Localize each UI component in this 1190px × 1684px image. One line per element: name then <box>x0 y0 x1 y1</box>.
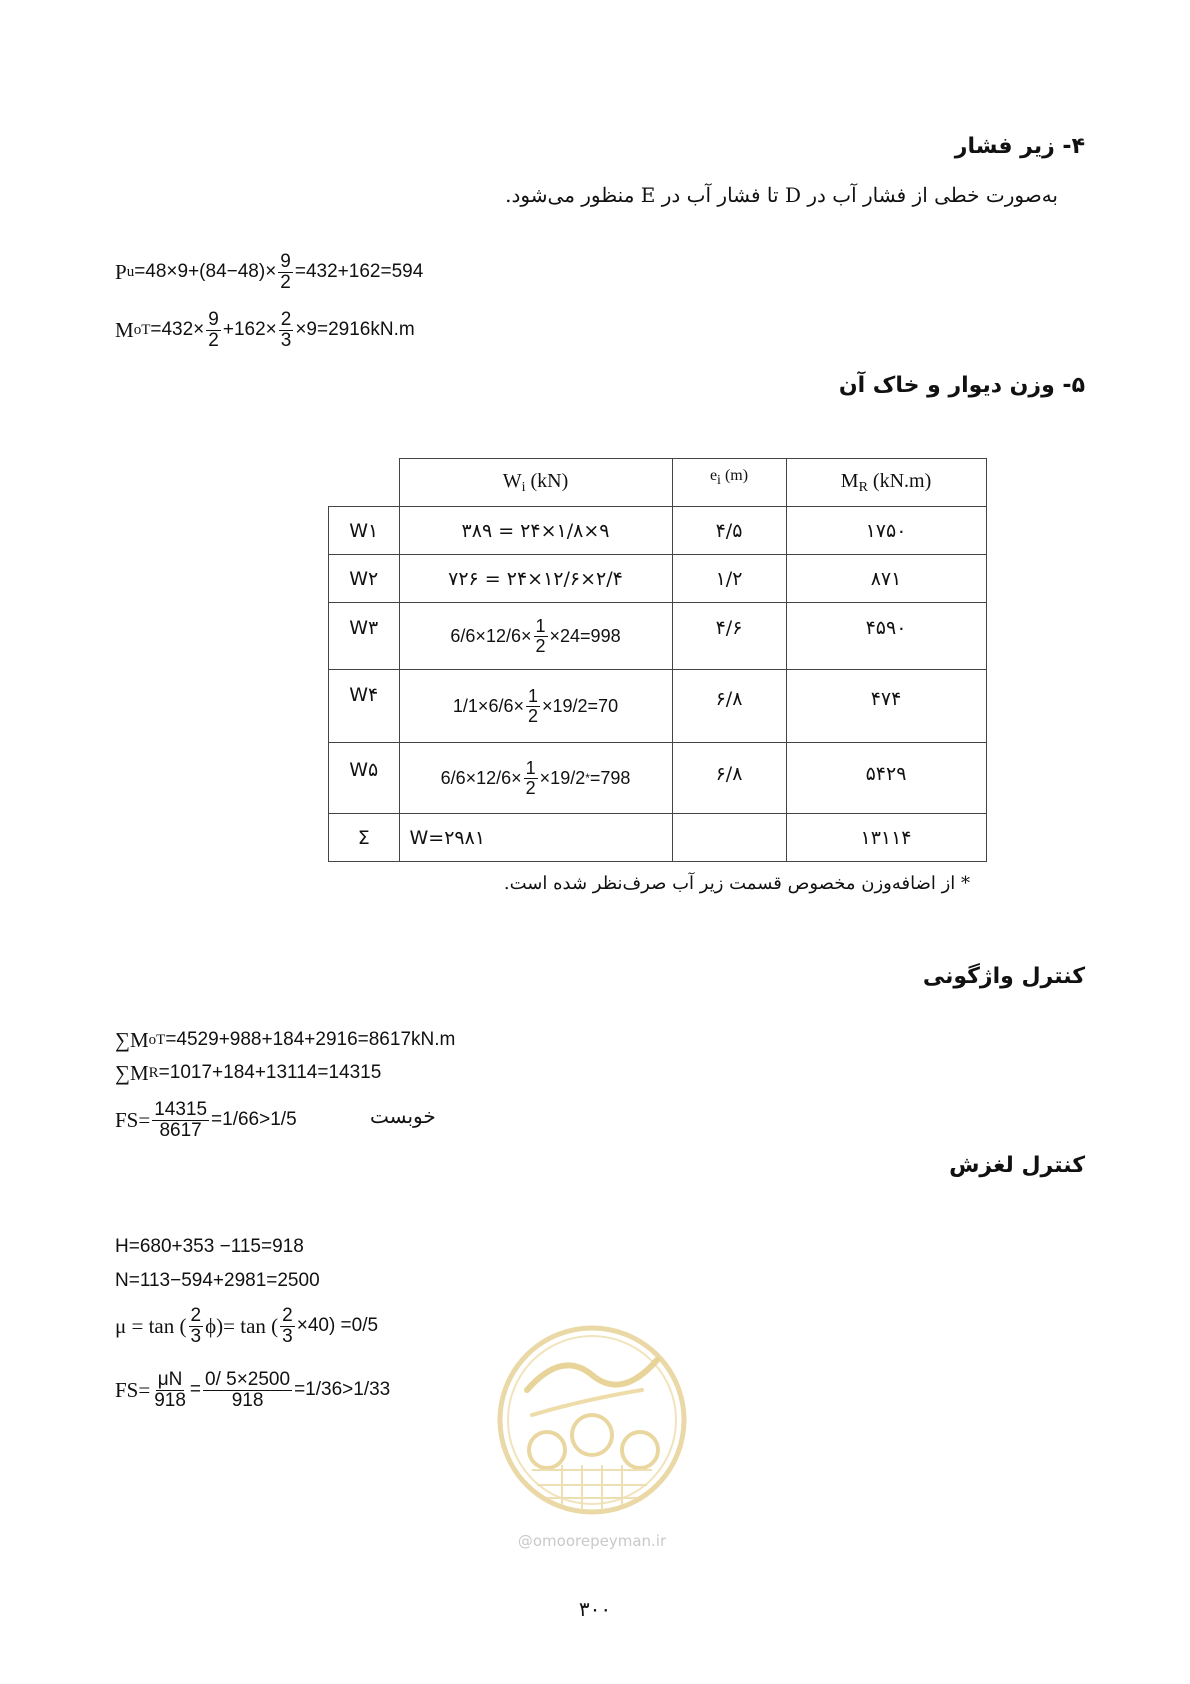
fraction: $\frac{1}{2}$ <box>527 685 538 726</box>
cell-mr: ۵۴۲۹ <box>786 743 986 814</box>
cell-wi: 6/6×12/6× $\frac{1}{2}$ ×24=998 <box>399 603 672 670</box>
cell-mr: ۱۷۵۰ <box>786 507 986 555</box>
row-label: W۴ <box>329 670 400 743</box>
overturning-heading: کنترل واژگونی <box>922 964 1085 989</box>
row-label: W۱ <box>329 507 400 555</box>
cell-ei: ۱/۲ <box>672 555 786 603</box>
equation-sum-mot: ∑M oT =4529+988+184+2916=8617kN.m <box>115 1027 456 1052</box>
table-row <box>329 670 987 743</box>
sliding-heading: کنترل لغزش <box>949 1153 1085 1178</box>
section4-text: به‌صورت خطی از فشار آب در D تا فشار آب در E منظور می‌شود. <box>505 183 1058 207</box>
equation-sum-mr: ∑M R =1017+184+13114=14315 <box>115 1060 382 1085</box>
row-label: W۵ <box>329 743 400 814</box>
fraction: $\frac{9}{2}$ <box>280 250 291 293</box>
fraction: $\frac{0/ 5\times 2500}{918}$ <box>205 1368 291 1411</box>
equation-fs-overturning: FS= $\frac{14315}{8617}$ =1/66>1/5 <box>115 1098 297 1141</box>
fraction: $\frac{9}{2}$ <box>208 308 219 351</box>
fraction: $\frac{2}{3}$ <box>282 1304 293 1347</box>
cell-wi-total: W=۲۹۸۱ <box>399 814 672 862</box>
cell-ei <box>672 814 786 862</box>
cell-ei: ۶/۸ <box>672 670 786 743</box>
cell-mr-total: ۱۳۱۱۴ <box>786 814 986 862</box>
table-header-row <box>329 459 987 507</box>
watermark-seal-icon <box>492 1320 692 1520</box>
equation-mot: M oT =432× $\frac{9}{2}$ +162× $\frac{2}{3}$ ×9=2916kN.m <box>115 308 415 351</box>
table-row <box>329 603 987 670</box>
cell-mr: ۴۷۴ <box>786 670 986 743</box>
equation-fs-sliding: FS= $\frac{\mu N}{918}$ = $\frac{0/ 5\times 2500}{918}$ =1/36>1/33 <box>115 1368 391 1411</box>
table-row <box>329 743 987 814</box>
fraction: $\frac{14315}{8617}$ <box>154 1098 208 1141</box>
equation-h: H=680+353 −115=918 <box>115 1236 304 1257</box>
header-mr: $M_R$ (kN.m) <box>786 459 986 507</box>
row-label: Σ <box>329 814 400 862</box>
table-row <box>329 555 987 603</box>
equation-mu: μ = tan ( 2 3 ϕ)= tan ( $\frac{2}{3}$ ×40) =0/5 <box>115 1304 379 1347</box>
watermark-logo <box>492 1320 692 1550</box>
cell-wi: ۲/۴×۱۲/۶×۲۴ = ۷۲۶ <box>399 555 672 603</box>
section5-heading: ۵- وزن دیوار و خاک آن <box>838 373 1085 398</box>
page-number: ۳۰۰ <box>578 1597 612 1621</box>
cell-ei: ۶/۸ <box>672 743 786 814</box>
table-footnote: * از اضافه‌وزن مخصوص قسمت زیر آب صرف‌نظر شده است. <box>503 873 970 894</box>
row-label: W۲ <box>329 555 400 603</box>
section4-heading: ۴- زیر فشار <box>954 134 1085 159</box>
weights-table <box>328 458 987 862</box>
cell-mr: ۴۵۹۰ <box>786 603 986 670</box>
header-ei: ei (m) <box>672 459 786 507</box>
row-label: W۳ <box>329 603 400 670</box>
cell-wi: 1/1×6/6× $\frac{1}{2}$ ×19/2=70 <box>399 670 672 743</box>
header-wi: $W_i$ (kN) <box>399 459 672 507</box>
watermark-url: @omoorepeyman.ir <box>517 1532 667 1550</box>
cell-wi: ۹×۱/۸×۲۴ = ۳۸۹ <box>399 507 672 555</box>
fraction: $\frac{1}{2}$ <box>535 615 546 656</box>
cell-mr: ۸۷۱ <box>786 555 986 603</box>
fraction: $\frac{1}{2}$ <box>525 757 536 798</box>
table-row <box>329 507 987 555</box>
fraction: $\frac{\mu N}{918}$ <box>154 1368 186 1411</box>
fraction: 2 3 <box>190 1304 202 1347</box>
cell-ei: ۴/۵ <box>672 507 786 555</box>
equation-pu: P u =48×9+(84−48)× $\frac{9}{2}$ =432+162=594 <box>115 250 424 293</box>
cell-wi: 6/6×12/6× $\frac{1}{2}$ ×19/2 * =798 <box>399 743 672 814</box>
fraction: $\frac{2}{3}$ <box>280 308 292 351</box>
cell-ei: ۴/۶ <box>672 603 786 670</box>
equation-n: N=113−594+2981=2500 <box>115 1270 320 1291</box>
overturning-verdict: خوبست <box>370 1104 436 1128</box>
table-total-row <box>329 814 987 862</box>
